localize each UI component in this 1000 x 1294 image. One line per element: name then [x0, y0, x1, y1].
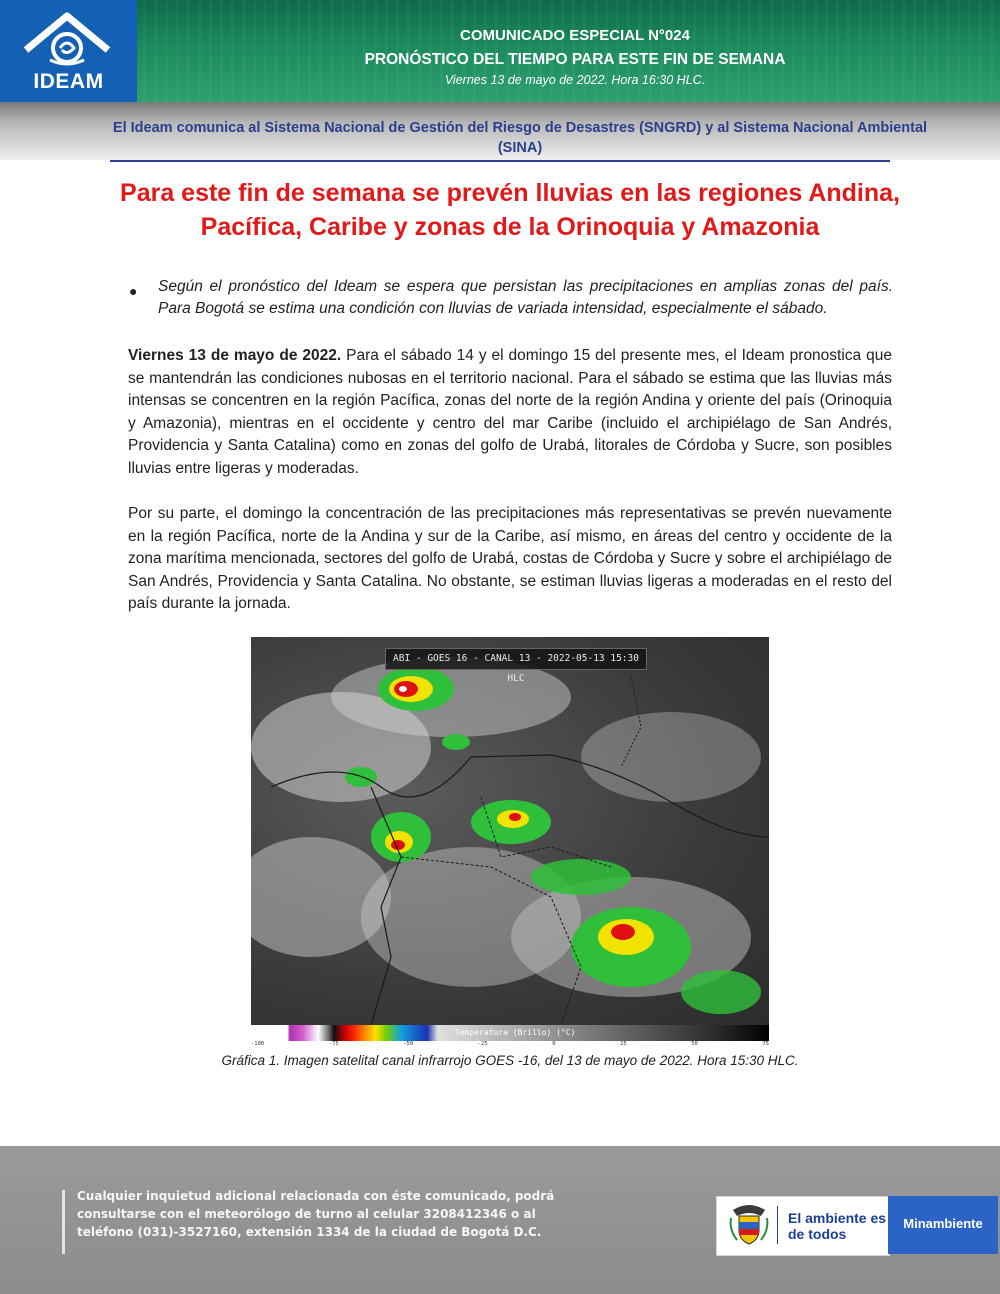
bullet-icon: ● — [129, 283, 138, 299]
colorbar-label: Temperatura (Brillo) (°C) — [455, 1028, 576, 1037]
band-divider — [110, 160, 890, 162]
paragraph-2: Por su parte, el domingo la concentración de las precipitaciones más representativas se prevén nuevamente en la región Pacífica, norte de la Andina y sur de la Caribe, así mismo, en áreas del centro y occidente de la zona marítima mencionada, sectores del golfo de Urabá, costas de Córdoba y Sucre y sobre el archipiélago de San Andrés, Providencia y Santa Catalina. No obstante, se estiman lluvias ligeras a moderadas en el resto del país durante la jornada. — [128, 505, 892, 612]
colorbar-tick: 75 — [762, 1041, 769, 1047]
bulletin-date: Viernes 13 de mayo de 2022. Hora 16:30 HLC. — [444, 73, 706, 87]
colorbar-tick: 0 — [552, 1041, 556, 1047]
colombia-coat-of-arms-icon — [727, 1200, 771, 1248]
bulletin-title: PRONÓSTICO DEL TIEMPO PARA ESTE FIN DE SEMANA — [364, 51, 786, 68]
figure-caption: Gráfica 1. Imagen satelital canal infrarrojo GOES -16, del 13 de mayo de 2022. Hora 15:30 HLC. — [221, 1053, 799, 1068]
government-slogan: El ambiente es de todos — [788, 1210, 887, 1242]
satellite-overlay-label: ABI - GOES 16 - CANAL 13 - 2022-05-13 15:30 HLC — [385, 648, 647, 670]
band-text: El Ideam comunica al Sistema Nacional de Gestión del Riesgo de Desastres (SNGRD) y al Sistema Nacional Ambiental (SINA) — [112, 120, 928, 156]
ideam-logo[interactable] — [0, 0, 137, 102]
colorbar-tick: -75 — [328, 1041, 339, 1047]
paragraph-1-lead: Viernes 13 de mayo de 2022. — [128, 347, 342, 364]
colorbar-tick: -25 — [477, 1041, 488, 1047]
colorbar-tick: 50 — [691, 1041, 698, 1047]
footer-accent-bar — [62, 1190, 65, 1254]
headline: Para este fin de semana se prevén lluvias en las regiones Andina, Pacífica, Caribe y zonas de la Orinoquia y Amazonia — [120, 179, 900, 241]
colorbar-tick: -50 — [403, 1041, 414, 1047]
satellite-image — [251, 637, 769, 1025]
ideam-logo-icon — [20, 10, 114, 68]
ministry-name: Minambiente — [903, 1216, 983, 1231]
summary-bullet: Según el pronóstico del Ideam se espera que persistan las precipitaciones en amplias zonas del país. Para Bogotá se estima una condición con lluvias de variada intensidad, especialmente el sábado. — [158, 278, 893, 317]
logo-text: IDEAM — [33, 70, 104, 93]
colorbar-tick: -100 — [251, 1041, 265, 1047]
colorbar-tick: 25 — [620, 1041, 627, 1047]
government-logo-divider — [777, 1206, 778, 1244]
colorbar-ticks — [251, 1041, 769, 1051]
paragraph-1-body: Para el sábado 14 y el domingo 15 del presente mes, el Ideam pronostica que se mantendrán las condiciones nubosas en el territorio nacional. Para el sábado se estima que las lluvias más intensas se concentren en la región Pacífica, zonas del norte de la región Andina y oriente del país (Orinoquia y Amazonia), mientras en el occidente y centro del mar Caribe (incluido el archipiélago de San Andrés, Providencia y Santa Catalina) como en zonas del golfo de Urabá, litorales de Córdoba y Sucre, son posibles lluvias entre ligeras y moderadas. — [128, 347, 892, 477]
bulletin-number: COMUNICADO ESPECIAL N°024 — [460, 27, 690, 44]
paragraph-1 — [128, 345, 892, 480]
satellite-map-graphic — [251, 637, 769, 1025]
footer-contact-text: Cualquier inquietud adicional relacionada con éste comunicado, podrá consultarse con el meteorólogo de turno al celular 3208412346 o al teléfono (031)-3527160, extensión 1334 de la ciudad de Bogotá D.C. — [77, 1189, 555, 1239]
